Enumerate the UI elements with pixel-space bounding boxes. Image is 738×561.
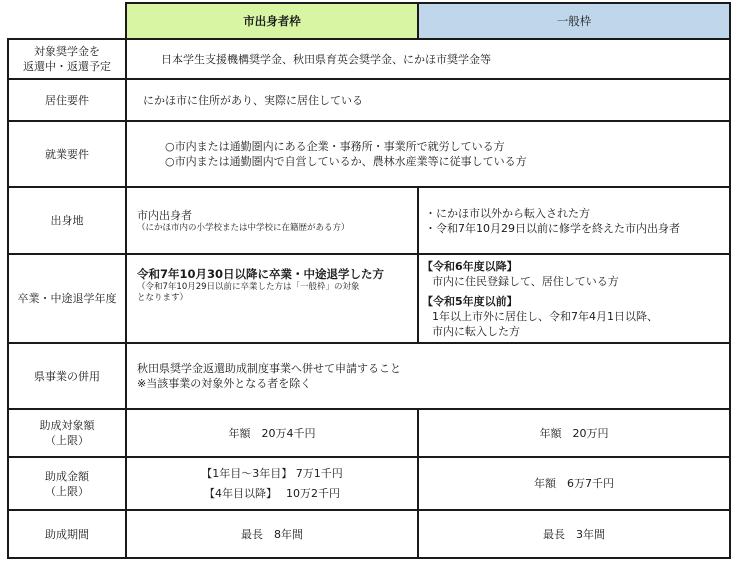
label-line: 助成対象額 [39,419,95,432]
graduation-general-text: 1年以上市外に居住し、令和7年4月1日以降、 [432,309,658,323]
employment-line: ○市内または通勤圏内で自営しているか、農林水産業等に従事している方 [165,155,527,168]
graduation-general-text: 市内に住民登録して、居住している方 [432,274,619,288]
employment-value [125,120,731,188]
row-label-period: 助成期間 [7,509,127,559]
scholarship-text: 日本学生支援機構奨学金、秋田県育英会奨学金、にかほ市奨学金等 [161,52,491,66]
header-general: 一般枠 [417,2,731,40]
grant-amount-line: 【4年目以降】 10万2千円 [204,486,340,500]
period-city: 最長 8年間 [125,509,419,559]
row-label-prefecture: 県事業の併用 [7,342,127,410]
prefecture-line: ※当該事業の対象外となる者を除く [137,377,312,390]
origin-general-line: ・にかほ市以外から転入された方 [425,206,590,220]
origin-city-value [125,186,419,255]
graduation-general-heading: 【令和5年度以前】 [422,294,518,308]
header-city-origin: 市出身者枠 [125,2,419,40]
period-general: 最長 3年間 [417,509,731,559]
prefecture-value [125,342,731,410]
label-line: 助成金額 [45,469,89,483]
graduation-city-main: 令和7年10月30日以降に卒業・中途退学した方 [137,267,385,281]
label-line: （上限） [45,484,89,498]
graduation-city-value [125,253,419,344]
scholarship-comparison-table [7,2,731,559]
grant-amount-general: 年額 6万7千円 [417,456,731,511]
row-label-employment: 就業要件 [7,120,127,188]
row-label-scholarship [7,38,127,80]
residence-value [125,78,731,122]
residence-text: にかほ市に住所があり、実際に居住している [143,93,363,107]
graduation-city-note: となります） [137,293,189,303]
row-label-target-amount [7,408,127,458]
origin-city-main: 市内出身者 [137,208,192,222]
graduation-general-text: 市内に転入した方 [432,324,520,338]
grant-amount-line: 【1年目～3年目】 7万1千円 [201,466,343,480]
graduation-general-heading: 【令和6年度以降】 [422,259,518,273]
label-line: （上限） [45,434,89,447]
graduation-city-note: （令和7年10月29日以前に卒業した方は「一般枠」の対象 [137,282,360,292]
row-label-grant-amount [7,456,127,511]
employment-line: ○市内または通勤圏内にある企業・事務所・事業所で就労している方 [165,140,505,153]
label-line: 返還中・返還予定 [23,60,111,73]
scholarship-value [125,38,731,80]
origin-general-line: ・令和7年10月29日以前に修学を終えた市内出身者 [425,221,680,235]
row-label-graduation: 卒業・中途退学年度 [7,253,127,344]
label-line: 対象奨学金を [34,45,100,58]
target-amount-city: 年額 20万4千円 [125,408,419,458]
row-label-origin: 出身地 [7,186,127,255]
grant-amount-city [125,456,419,511]
prefecture-line: 秋田県奨学金返還助成制度事業へ併せて申請すること [137,362,401,375]
graduation-general-value [417,253,731,344]
row-label-residence: 居住要件 [7,78,127,122]
target-amount-general: 年額 20万円 [417,408,731,458]
origin-city-note: （にかほ市内の小学校または中学校に在籍歴がある方） [137,222,350,233]
origin-general-value [417,186,731,255]
